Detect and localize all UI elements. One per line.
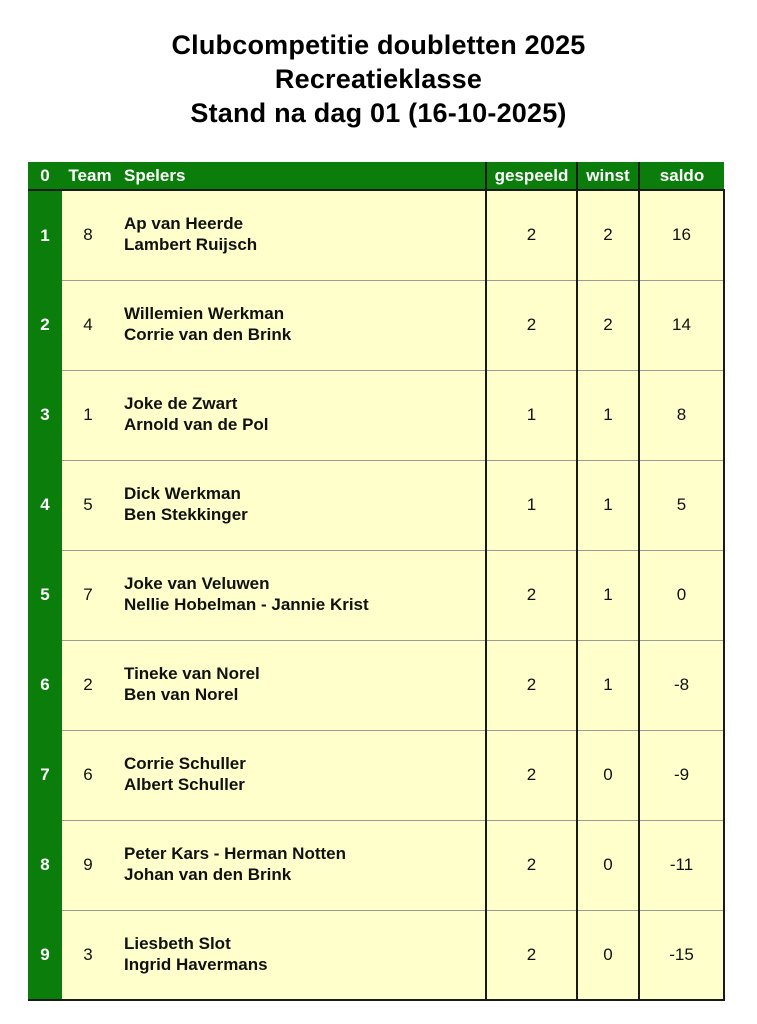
team-cell [62,910,114,1000]
saldo-value: 5 [676,494,687,514]
rank-cell [28,730,62,820]
header-players: Spelers [114,162,486,190]
played-cell [486,640,577,730]
rank-value: 1 [40,225,50,245]
header-played: gespeeld [486,162,577,190]
team-cell [62,460,114,550]
team-number: 5 [83,494,93,514]
saldo-value: 8 [676,404,687,424]
win-value: 2 [603,314,613,334]
played-cell [486,820,577,910]
win-value: 1 [603,674,613,694]
title-class: Recreatieklasse [274,64,483,94]
player-name-2: Nellie Hobelman - Jannie Krist [124,594,369,614]
played-value: 2 [526,314,537,334]
win-value: 1 [603,404,613,424]
played-cell [486,550,577,640]
players-cell [114,820,486,910]
table-row [28,910,724,1000]
saldo-value: 14 [672,314,691,334]
player-name-1: Liesbeth Slot [124,933,231,953]
rank-value: 8 [40,855,50,874]
table-row [28,280,724,370]
played-value: 2 [526,584,537,604]
saldo-cell [639,460,724,550]
played-value: 2 [526,225,537,244]
saldo-cell [639,370,724,460]
team-cell [62,550,114,640]
players-cell [114,370,486,460]
win-value: 2 [603,225,613,244]
rank-value: 7 [40,765,50,784]
team-cell [62,730,114,820]
table-row [28,820,724,910]
team-number: 6 [83,764,93,784]
saldo-cell [639,820,724,910]
win-value: 0 [603,854,613,874]
table-row [28,190,724,280]
table-row [28,730,724,820]
played-value: 2 [526,764,537,784]
player-name-2: Albert Schuller [124,774,245,794]
team-cell [62,280,114,370]
rank-cell [28,370,62,460]
saldo-value: -8 [673,674,690,694]
team-cell [62,820,114,910]
header-rank: 0 [28,162,62,190]
win-value: 1 [603,494,613,514]
rank-value: 3 [40,405,50,424]
table-row [28,370,724,460]
document-title [0,28,757,130]
player-name-1: Willemien Werkman [124,303,285,323]
players-cell [114,730,486,820]
title-competition: Clubcompetitie doubletten 2025 [171,30,586,60]
rank-cell [28,550,62,640]
player-name-2: Johan van den Brink [124,864,292,884]
played-cell [486,190,577,280]
rank-value: 9 [40,944,50,964]
team-number: 3 [83,944,93,964]
saldo-value: -15 [669,944,694,964]
player-name-1: Corrie Schuller [124,753,246,773]
players-cell [114,190,486,280]
player-name-1: Dick Werkman [124,483,241,503]
win-cell [577,280,639,370]
rank-cell [28,190,62,280]
saldo-value: -11 [669,854,694,874]
team-cell [62,640,114,730]
team-number: 4 [83,314,93,334]
title-standing-date: Stand na dag 01 (16-10-2025) [190,98,567,128]
played-cell [486,280,577,370]
win-value: 0 [603,944,613,964]
win-value: 1 [603,584,613,604]
standings-header [28,162,724,190]
player-name-1: Joke van Veluwen [124,573,270,593]
player-name-2: Arnold van de Pol [124,414,269,434]
player-name-1: Ap van Heerde [124,214,244,233]
player-name-2: Lambert Ruijsch [124,235,258,254]
team-number: 8 [83,225,93,244]
team-cell [62,190,114,280]
player-name-2: Corrie van den Brink [124,324,292,344]
win-cell [577,370,639,460]
win-value: 0 [603,764,613,784]
table-row [28,640,724,730]
player-name-1: Peter Kars - Herman Notten [124,843,347,863]
win-cell [577,820,639,910]
rank-cell [28,280,62,370]
rank-value: 2 [40,315,50,334]
saldo-cell [639,640,724,730]
players-cell [114,640,486,730]
player-name-1: Joke de Zwart [124,393,238,413]
played-value: 2 [526,674,537,694]
players-cell [114,910,486,1000]
rank-cell [28,910,62,1000]
players-cell [114,550,486,640]
team-number: 7 [83,584,93,604]
rank-value: 6 [40,675,50,694]
player-name-1: Tineke van Norel [124,663,260,683]
player-name-2: Ingrid Havermans [124,954,268,974]
team-number: 9 [83,854,93,874]
players-cell [114,280,486,370]
rank-cell [28,640,62,730]
team-number: 2 [83,674,93,694]
saldo-cell [639,190,724,280]
saldo-value: -9 [673,764,690,784]
team-cell [62,370,114,460]
saldo-cell [639,730,724,820]
table-row [28,460,724,550]
win-cell [577,910,639,1000]
rank-cell [28,820,62,910]
win-cell [577,730,639,820]
player-name-2: Ben van Norel [124,684,239,704]
team-number: 1 [83,404,93,424]
header-team: Team [62,162,114,190]
played-cell [486,910,577,1000]
saldo-cell [639,550,724,640]
win-cell [577,460,639,550]
played-cell [486,370,577,460]
saldo-value: 16 [672,225,691,244]
saldo-cell [639,910,724,1000]
player-name-2: Ben Stekkinger [124,504,248,524]
win-cell [577,190,639,280]
table-row [28,550,724,640]
played-cell [486,730,577,820]
win-cell [577,550,639,640]
win-cell [577,640,639,730]
saldo-cell [639,280,724,370]
standings-body [28,190,724,1000]
standings-table [28,162,725,1001]
header-win: winst [577,162,639,190]
header-row [28,162,724,190]
rank-cell [28,460,62,550]
played-value: 1 [526,494,537,514]
saldo-value: 0 [676,584,687,604]
rank-value: 5 [40,585,50,604]
played-value: 2 [526,854,537,874]
played-value: 1 [526,404,537,424]
played-value: 2 [526,944,537,964]
players-cell [114,460,486,550]
header-saldo: saldo [639,162,724,190]
rank-value: 4 [40,495,50,514]
played-cell [486,460,577,550]
